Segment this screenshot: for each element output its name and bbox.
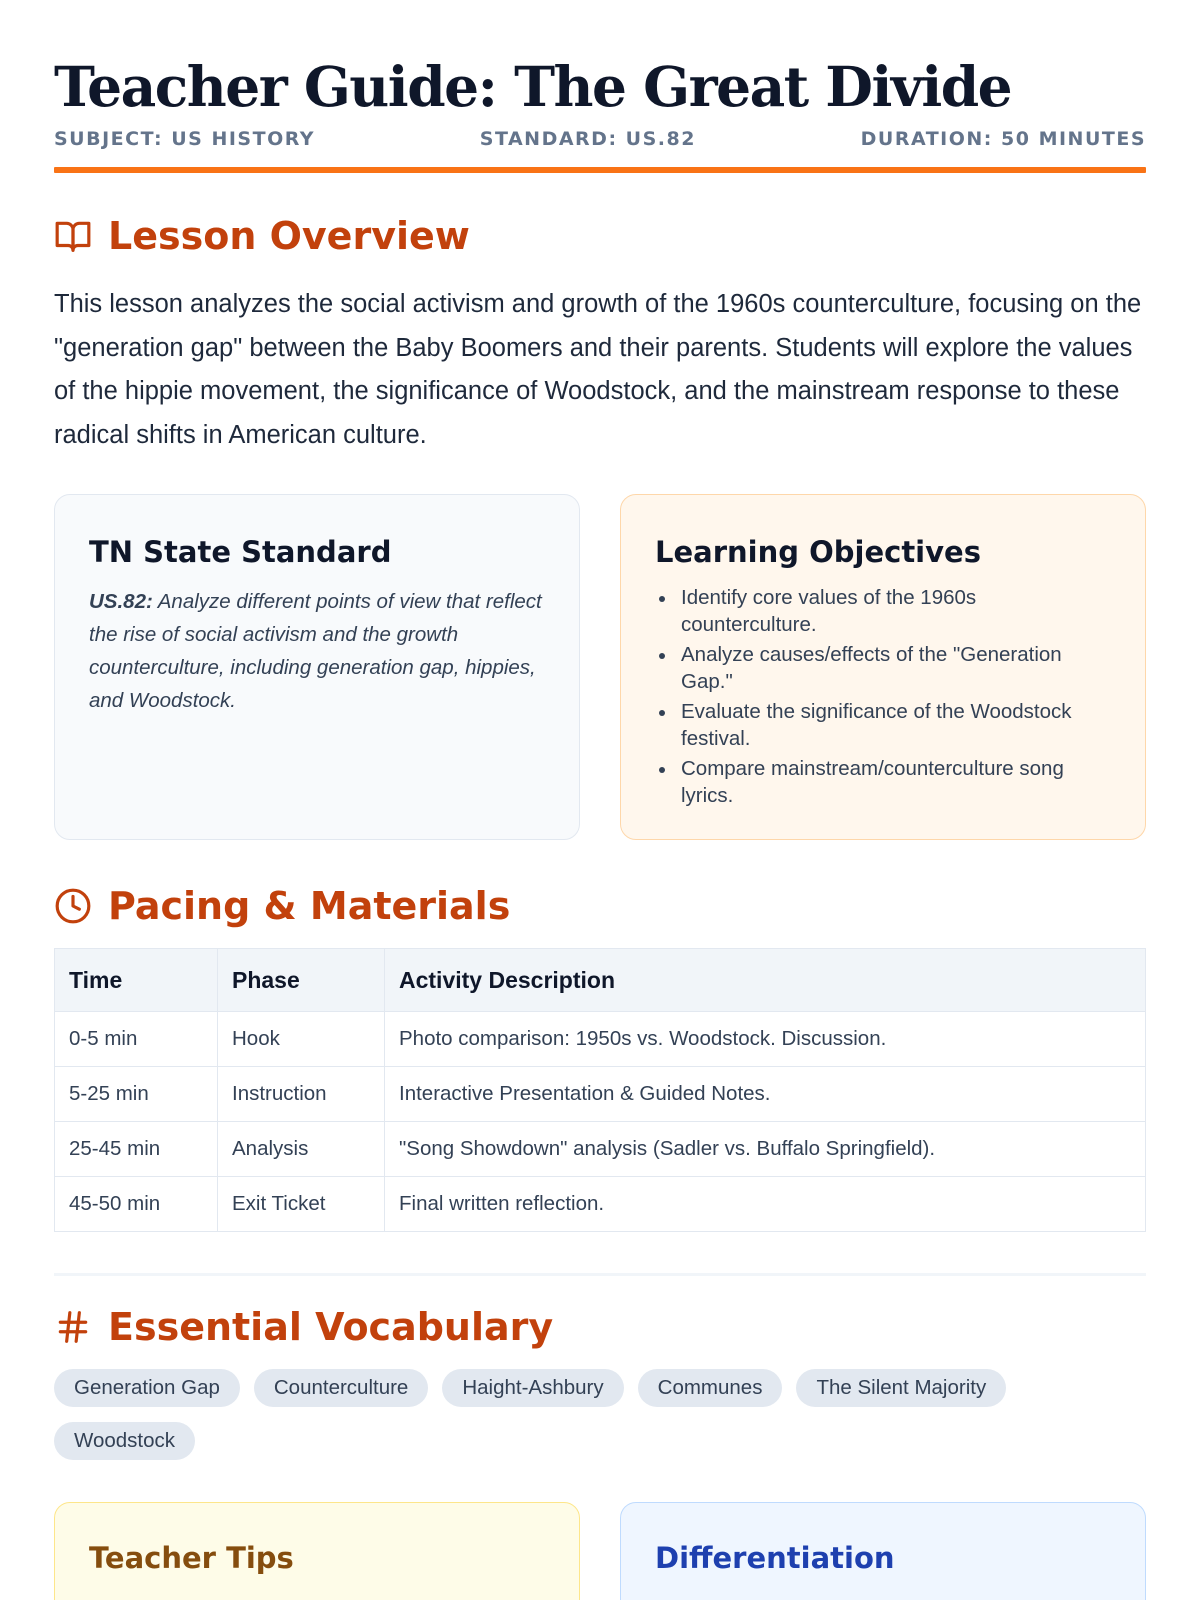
page-title: Teacher Guide: The Great Divide bbox=[54, 54, 1012, 119]
column-header-phase: Phase bbox=[218, 949, 385, 1012]
table-header-row bbox=[55, 949, 1146, 1012]
cell-activity: Photo comparison: 1950s vs. Woodstock. Discussion. bbox=[385, 1012, 1146, 1067]
table-row bbox=[55, 1122, 1146, 1177]
objectives-list bbox=[655, 585, 1111, 809]
standard-code: US.82: bbox=[89, 590, 153, 613]
pacing-heading: Pacing & Materials bbox=[108, 884, 511, 928]
objective-item: Analyze causes/effects of the "Generation Gap." bbox=[655, 642, 1111, 695]
vocabulary-heading: Essential Vocabulary bbox=[108, 1305, 554, 1349]
cell-phase: Hook bbox=[218, 1012, 385, 1067]
table-row bbox=[55, 1012, 1146, 1067]
table-row bbox=[55, 1177, 1146, 1232]
cell-phase: Analysis bbox=[218, 1122, 385, 1177]
overview-heading: Lesson Overview bbox=[108, 214, 470, 258]
vocabulary-chips bbox=[54, 1369, 1146, 1460]
standard-text bbox=[89, 585, 545, 717]
hash-icon bbox=[54, 1308, 92, 1346]
objective-item: Compare mainstream/counterculture song lyrics. bbox=[655, 756, 1111, 809]
cell-activity: "Song Showdown" analysis (Sadler vs. Buffalo Springfield). bbox=[385, 1122, 1146, 1177]
standard-label: STANDARD: US.82 bbox=[479, 128, 696, 150]
meta-row bbox=[54, 128, 1146, 150]
table-row bbox=[55, 1067, 1146, 1122]
column-header-time: Time bbox=[55, 949, 218, 1012]
title-divider bbox=[54, 167, 1146, 173]
cell-time: 45-50 min bbox=[55, 1177, 218, 1232]
vocab-chip: Generation Gap bbox=[54, 1369, 240, 1407]
cell-phase: Exit Ticket bbox=[218, 1177, 385, 1232]
book-icon bbox=[54, 217, 92, 255]
vocab-chip: Woodstock bbox=[54, 1422, 195, 1460]
cell-time: 0-5 min bbox=[55, 1012, 218, 1067]
subject-label: SUBJECT: US HISTORY bbox=[54, 128, 316, 150]
vocab-chip: The Silent Majority bbox=[796, 1369, 1006, 1407]
differentiation-card bbox=[620, 1502, 1146, 1600]
objectives-card-title: Learning Objectives bbox=[655, 535, 981, 569]
cell-time: 25-45 min bbox=[55, 1122, 218, 1177]
vocab-chip: Counterculture bbox=[254, 1369, 428, 1407]
clock-icon bbox=[54, 887, 92, 925]
vocabulary-heading-row bbox=[54, 1303, 553, 1351]
pacing-table bbox=[54, 948, 1146, 1232]
objectives-card bbox=[620, 494, 1146, 840]
objective-item: Identify core values of the 1960s counterculture. bbox=[655, 585, 1111, 638]
duration-label: DURATION: 50 MINUTES bbox=[860, 128, 1146, 150]
standard-card-title: TN State Standard bbox=[89, 535, 392, 569]
cell-activity: Interactive Presentation & Guided Notes. bbox=[385, 1067, 1146, 1122]
cell-phase: Instruction bbox=[218, 1067, 385, 1122]
overview-heading-row bbox=[54, 212, 470, 260]
cell-activity: Final written reflection. bbox=[385, 1177, 1146, 1232]
teacher-guide-page bbox=[54, 0, 1146, 1600]
objective-item: Evaluate the significance of the Woodstock festival. bbox=[655, 699, 1111, 752]
section-divider bbox=[54, 1273, 1146, 1276]
standard-card bbox=[54, 494, 580, 840]
overview-text: This lesson analyzes the social activism and growth of the 1960s counterculture, focusing on the "generation gap" between the Baby Boomers and their parents. Students will explore the values of the hippie movement, the significance of Woodstock, and the mainstream response to these radical shifts in American culture. bbox=[54, 290, 1142, 449]
differentiation-title: Differentiation bbox=[655, 1541, 895, 1575]
teacher-tips-card bbox=[54, 1502, 580, 1600]
vocab-chip: Haight-Ashbury bbox=[442, 1369, 623, 1407]
cell-time: 5-25 min bbox=[55, 1067, 218, 1122]
vocab-chip: Communes bbox=[638, 1369, 783, 1407]
pacing-heading-row bbox=[54, 882, 510, 930]
teacher-tips-title: Teacher Tips bbox=[89, 1541, 294, 1575]
column-header-activity: Activity Description bbox=[385, 949, 1146, 1012]
standard-description: Analyze different points of view that reflect the rise of social activism and the growth counterculture, including generation gap, hippies, and Woodstock. bbox=[89, 590, 542, 712]
